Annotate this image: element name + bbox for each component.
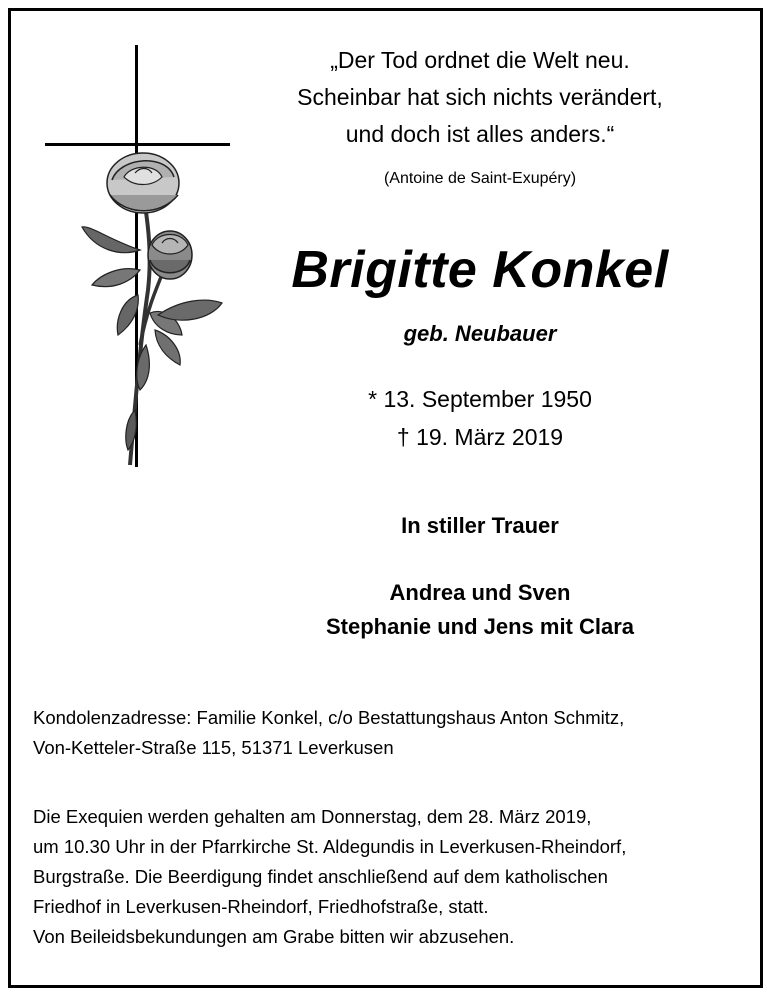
death-date: † 19. März 2019 [396, 424, 564, 450]
funeral-info [33, 802, 753, 952]
cross-with-roses-icon [40, 45, 240, 470]
life-dates [240, 380, 720, 456]
condolence-line: Kondolenzadresse: Familie Konkel, c/o Bestattungshaus Anton Schmitz, [33, 707, 625, 728]
quote-line: und doch ist alles anders.“ [345, 121, 615, 147]
quote-line: Scheinbar hat sich nichts verändert, [297, 84, 663, 110]
family-line: Andrea und Sven [389, 580, 571, 605]
funeral-line: Burgstraße. Die Beerdigung findet anschließend auf dem katholischen [33, 866, 608, 887]
condolence-line: Von-Ketteler-Straße 115, 51371 Leverkusen [33, 737, 394, 758]
condolence-address [33, 703, 753, 763]
funeral-line: Die Exequien werden gehalten am Donnerstag, dem 28. März 2019, [33, 806, 592, 827]
family-names [240, 576, 720, 644]
quote [240, 42, 720, 153]
birth-date: * 13. September 1950 [368, 386, 592, 412]
quote-attribution: (Antoine de Saint-Exupéry) [383, 170, 577, 187]
family-line: Stephanie und Jens mit Clara [325, 614, 635, 639]
mourning-heading: In stiller Trauer [401, 513, 559, 538]
funeral-line: Von Beileidsbekundungen am Grabe bitten wir abzusehen. [33, 926, 515, 947]
birth-name: geb. Neubauer [403, 321, 557, 346]
funeral-line: um 10.30 Uhr in der Pfarrkirche St. Aldegundis in Leverkusen-Rheindorf, [33, 836, 627, 857]
funeral-line: Friedhof in Leverkusen-Rheindorf, Friedhofstraße, statt. [33, 896, 489, 917]
quote-line: „Der Tod ordnet die Welt neu. [330, 47, 630, 73]
deceased-name: Brigitte Konkel [291, 241, 669, 299]
